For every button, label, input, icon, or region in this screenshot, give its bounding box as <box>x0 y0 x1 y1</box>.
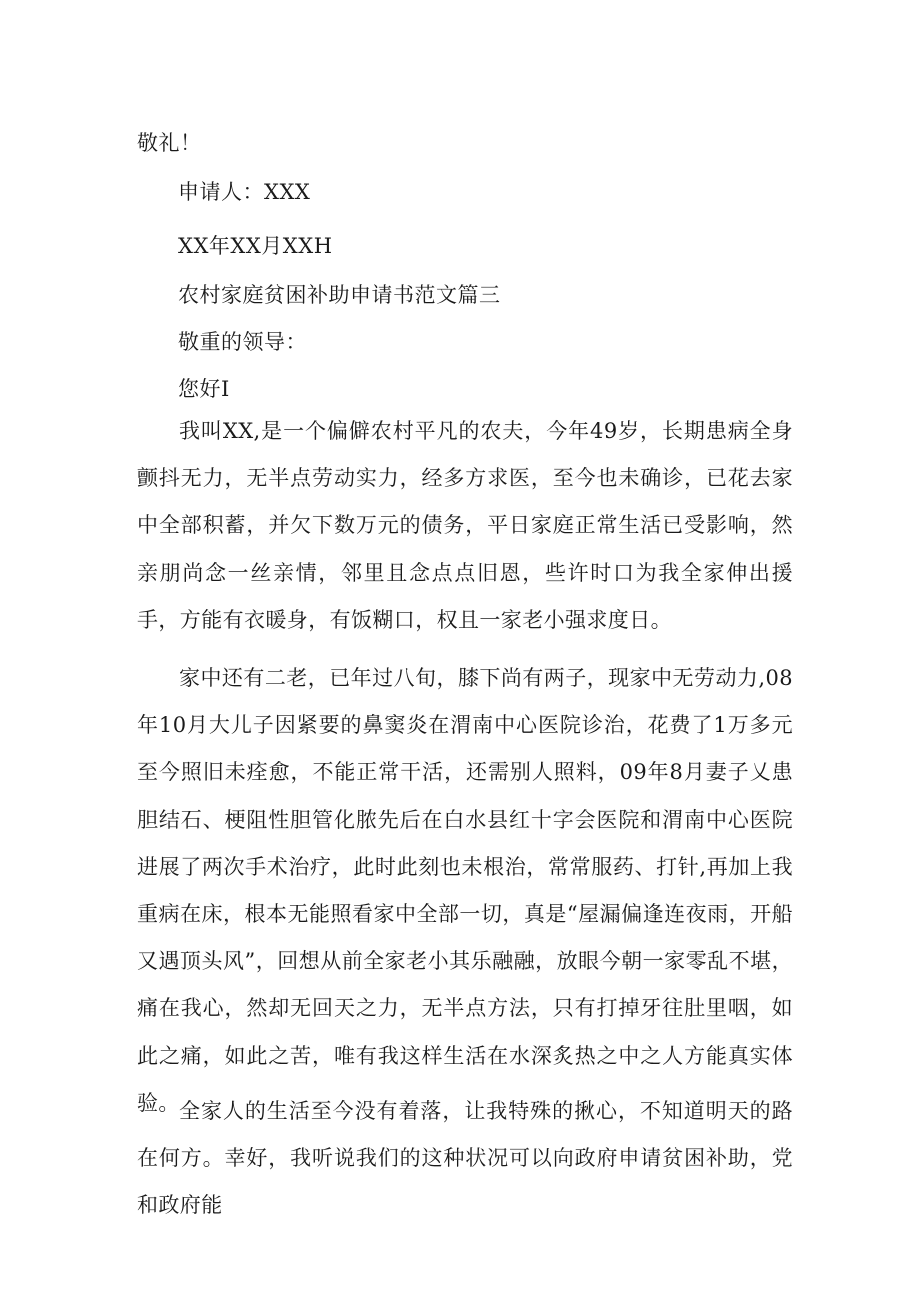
salutation: 敬重的领导： <box>178 330 307 354</box>
applicant-line: 申请人：XXX <box>178 180 311 204</box>
body-paragraph-2: 家中还有二老，已年过八旬，膝下尚有两子，现家中无劳动力,08年10月大儿子因紧要的鼻窦炎在渭南中心医院诊治，花费了1万多元至今照旧未痊愈，不能正常干活，还需别人照料，09年8月妻子乂患胆结石、梗阻性胆管化脓先后在白水县红十字会医院和渭南中心医院进展了两次手术治疗，此时此刻也未根治，常常服药、打针,再加上我重病在床，根本无能照看家中全部一切，真是“屋漏偏逢连夜雨，开船又遇顶头风”，回想从前全家老小其乐融融，放眼今朝一家零乱不堪，痛在我心，然却无回天之力，无半点方法，只有打掉牙往肚里咽，如此之痛，如此之苦，唯有我这样生活在水深炙热之中之人方能真实体验。 <box>137 666 793 1115</box>
closing-text: 敬礼！ <box>137 131 202 155</box>
greeting: 您好I <box>178 377 230 401</box>
date-line: XX年XX月XXH <box>178 234 333 258</box>
section-title: 农村家庭贫困补助申请书范文篇三 <box>178 283 501 307</box>
body-paragraph-3: 全家人的生活至今没有着落，让我特殊的揪心，不知道明天的路在何方。幸好，我听说我们的这种状况可以向政府申请贫困补助，党和政府能 <box>137 1099 793 1218</box>
body-paragraph-1: 我叫XX,是一个偏僻农村平凡的农夫，今年49岁，长期患病全身颤抖无力，无半点劳动实力，经多方求医，至今也未确诊，已花去家中全部积蓄，并欠下数万元的债务，平日家庭正常生活已受影响，然亲朋尚念一丝亲情，邻里且念点点旧恩，些许时口为我全家伸出援手，方能有衣暖身，有饭糊口，权且一家老小强求度日。 <box>137 419 793 632</box>
